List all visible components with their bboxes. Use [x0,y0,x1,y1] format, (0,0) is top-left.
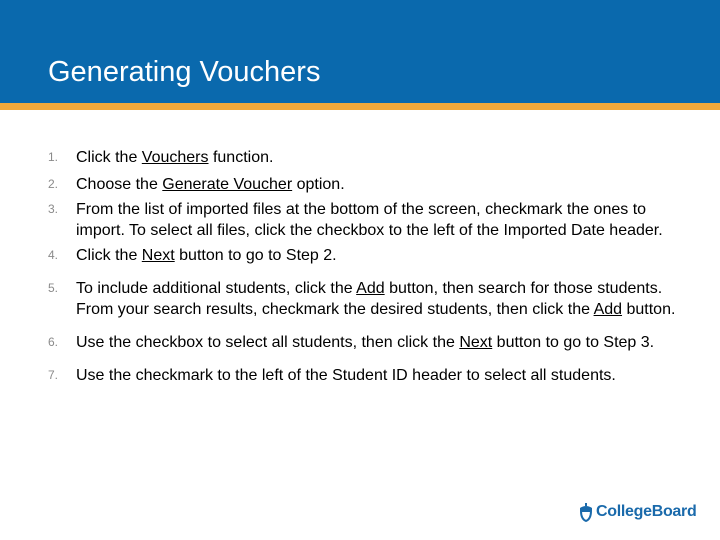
collegeboard-logo [578,497,696,527]
step-1 [48,147,688,168]
step-4 [48,245,688,266]
acorn-icon [578,502,594,522]
step-text: Choose the Generate Voucher option. [76,176,345,193]
step-text: Click the Vouchers function. [76,149,274,166]
step-number: 4. [48,248,59,262]
step-5 [48,278,688,320]
add-button-ref: Add [593,301,623,318]
generate-voucher-link: Generate Voucher [162,176,293,193]
step-list [48,147,688,386]
step-2 [48,174,688,195]
step-number: 7. [48,368,59,382]
step-number: 2. [48,177,59,191]
step-text: From the list of imported files at the bottom of the screen, checkmark the ones to import. To select all files, click the checkbox to the left of the Imported Date header. [76,201,663,239]
step-number: 3. [48,202,59,216]
step-6 [48,332,688,353]
step-number: 5. [48,281,59,295]
step-text: Use the checkmark to the left of the Student ID header to select all students. [76,367,616,384]
accent-rule [0,103,720,110]
step-text: Use the checkbox to select all students, then click the Next button to go to Step 3. [76,334,655,351]
logo-wordmark: CollegeBoard [596,503,697,520]
step-number: 6. [48,335,59,349]
vouchers-function-link: Vouchers [141,149,209,166]
step-text: To include additional students, click the Add button, then search for those students. From your search results, checkmark the desired students, then click the Add button. [76,280,676,318]
step-text: Click the Next button to go to Step 2. [76,247,337,264]
slide-title: Generating Vouchers [48,56,321,88]
step-7 [48,365,688,386]
step-number: 1. [48,150,59,164]
next-button-ref: Next [141,247,175,264]
title-banner [0,0,720,103]
step-3 [48,199,688,241]
add-button-ref: Add [356,280,385,297]
next-button-ref: Next [459,334,493,351]
